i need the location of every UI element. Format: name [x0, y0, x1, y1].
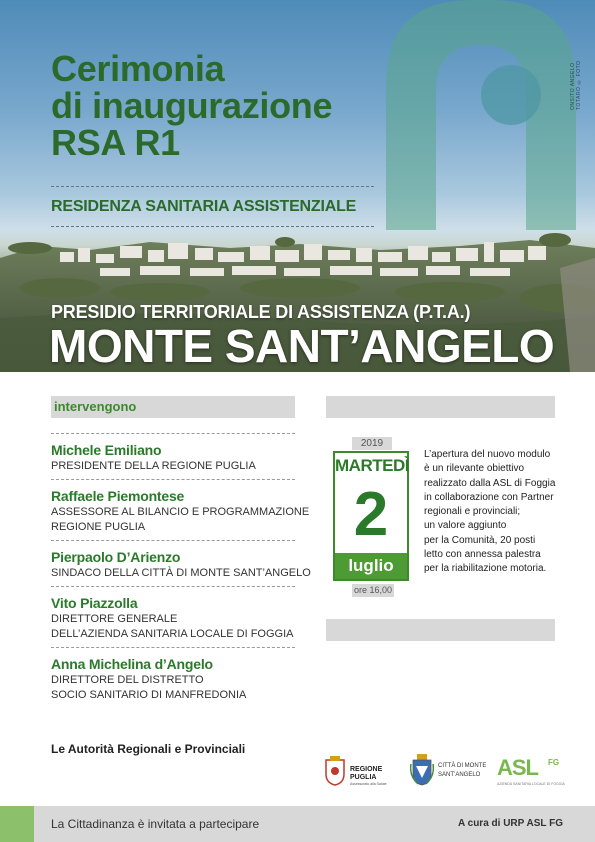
credit-text: A cura di URP ASL FG: [458, 818, 564, 829]
speaker-item: [51, 433, 295, 479]
speaker-role: REGIONE PUGLIA: [51, 521, 146, 533]
asl-suffix: FG: [548, 758, 560, 767]
description-line: realizzato dalla ASL di Foggia: [424, 477, 556, 489]
partner-logos: [324, 752, 564, 792]
description-line: un valore aggiunto: [424, 520, 507, 532]
regione-puglia-crest-icon: [324, 756, 346, 786]
calendar-box: [333, 451, 409, 581]
regione-sub: Assessorato alla Salute: [350, 782, 387, 786]
speaker-item: [51, 647, 295, 708]
speaker-role: DELL’AZIENDA SANITARIA LOCALE DI FOGGIA: [51, 628, 294, 640]
footer-accent: [0, 806, 34, 842]
subtitle: RESIDENZA SANITARIA ASSISTENZIALE: [51, 198, 357, 215]
authorities-note: Le Autorità Regionali e Provinciali: [51, 742, 246, 756]
logo-text: REGIONE: [350, 766, 383, 773]
event-weekday: MARTEDÌ: [335, 456, 409, 475]
speaker-name: Raffaele Piemontese: [51, 488, 185, 504]
invitation-text: La Cittadinanza è invitata a partecipare: [51, 817, 260, 831]
speaker-name: Anna Michelina d’Angelo: [51, 656, 213, 672]
decorative-bar: [326, 619, 555, 641]
speaker-role: DIRETTORE DEL DISTRETTO: [51, 674, 204, 686]
speaker-role: ASSESSORE AL BILANCIO E PROGRAMMAZIONE: [51, 506, 310, 518]
speaker-item: [51, 479, 310, 540]
decorative-bar: [326, 396, 555, 418]
event-title: [51, 50, 391, 161]
place-name: MONTE SANT’ANGELO: [49, 320, 555, 372]
speakers-heading: intervengono: [51, 396, 295, 418]
description-line: è un rilevante obiettivo: [424, 463, 525, 475]
logo-text: SANT’ANGELO: [438, 772, 481, 778]
divider: [51, 186, 374, 187]
divider: [51, 226, 374, 227]
regione-name: [350, 766, 382, 782]
hero-banner: [0, 0, 595, 372]
description-line: L’apertura del nuovo modulo: [424, 449, 551, 460]
asl-sub: AZIENDA SANITARIA LOCALE DI FOGGIA: [497, 782, 565, 786]
event-day: 2: [353, 480, 389, 549]
speaker-name: Pierpaolo D’Arienzo: [51, 549, 181, 565]
photo-credit: ONSITO ANGELO TOTARO © FOTO: [570, 60, 582, 110]
title-line: RSA R1: [51, 122, 180, 163]
title-line: di inaugurazione: [51, 85, 333, 126]
city-name: [438, 762, 486, 780]
description-line: per la Comunità, 20 posti: [424, 534, 536, 546]
description-line: in collaborazione con Partner: [424, 491, 554, 503]
pta-heading: PRESIDIO TERRITORIALE DI ASSISTENZA (P.T.A.): [51, 302, 471, 322]
event-month: luglio: [335, 553, 407, 579]
description-line: regionali e provinciali;: [424, 506, 521, 518]
event-time: ore 16,00: [353, 585, 393, 595]
speaker-item: [51, 586, 295, 647]
speaker-role: PRESIDENTE DELLA REGIONE PUGLIA: [51, 460, 256, 472]
footer: [0, 806, 595, 842]
speaker-role: DIRETTORE GENERALE: [51, 613, 178, 625]
logo-text: CITTÀ DI MONTE: [438, 763, 487, 769]
event-description: [424, 448, 559, 577]
speaker-role: SOCIO SANITARIO DI MANFREDONIA: [51, 689, 247, 701]
speaker-item: [51, 540, 311, 586]
asl-logo-mark-icon: [386, 0, 595, 230]
asl-mark: ASL: [497, 755, 538, 780]
speaker-name: Vito Piazzolla: [51, 595, 138, 611]
speaker-name: Michele Emiliano: [51, 442, 162, 458]
city-crest-icon: [410, 754, 434, 786]
speaker-role: SINDACO DELLA CITTÀ DI MONTE SANT’ANGELO: [51, 567, 311, 579]
description-line: per la riabilitazione motoria.: [424, 563, 547, 575]
event-year: 2019: [352, 437, 392, 450]
description-line: letto con annessa palestra: [424, 549, 541, 561]
title-line: Cerimonia: [51, 48, 225, 89]
speakers-list: [51, 433, 311, 708]
logo-text: PUGLIA: [350, 774, 377, 781]
